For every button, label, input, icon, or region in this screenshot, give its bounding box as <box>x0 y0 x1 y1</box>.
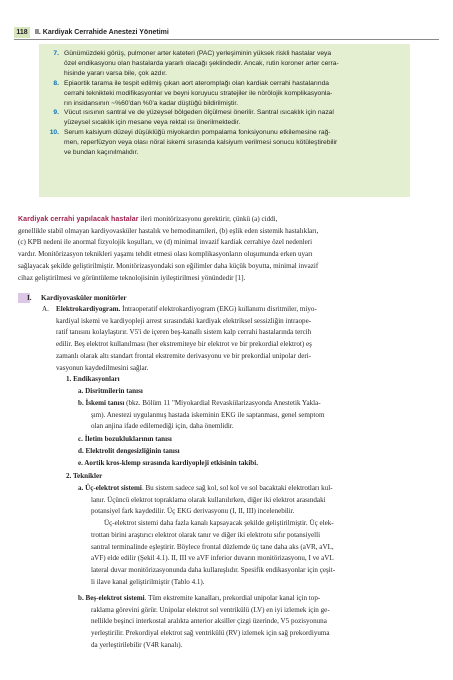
technique-a-label: a. Üç-elektrot sistemi <box>78 484 142 492</box>
page-number: 118 <box>14 27 30 38</box>
box-item-number: 8. <box>53 79 59 87</box>
box-item-line: Epiaortik tarama ile tespit edilmiş çıkan aort ateromplağı olan kardiak cerrahi hastalarında <box>64 79 330 87</box>
box-item-line: özel endikasyonu olan hastalarda yararlı olacağı şeklindedir. Ancak, rutin koroner arter cerra- <box>64 59 339 67</box>
indication-a: a. Disritmilerin tanısı <box>78 387 143 395</box>
box-item-line: Günümüzdeki görüş, pulmoner arter kateteri (PAC) yerleşiminin yüksek riskli hastalar veya <box>64 50 332 57</box>
indication-b-label: b. İskemi tanısı <box>78 399 125 407</box>
key-points-box <box>39 44 410 197</box>
section-heading <box>0 292 453 304</box>
box-item <box>45 108 402 128</box>
intro-line: sağlayacak şekilde geliştirilmiştir. Monitörizasyondaki son eğilimler daha küçük boyutta, minimal invazif <box>18 261 319 270</box>
technique-a-para2-line: aVF) elde edilir (Şekil 4.1). II, III ve aVF inferior duvarın monitörizasyonu, I ve aVL <box>91 554 334 563</box>
ekg-line: vasyonun kaydedilmesini sağlar. <box>56 363 149 372</box>
technique-a-para2-line: Üç-elektrot sistemi daha fazla kanalı kapsayacak şekilde geliştirilmiştir. Üç elek- <box>104 519 334 528</box>
intro-paragraph <box>18 214 430 284</box>
box-item-text <box>64 79 402 109</box>
box-item <box>45 49 402 79</box>
chapter-title: II. Kardiyak Cerrahide Anestezi Yönetimi <box>35 29 169 36</box>
intro-line-1: Kardiyak cerrahi yapılacak hastalar ileri monitörizasyonu gerektirir, çünkü (a) ciddi, <box>18 215 278 223</box>
technique-b-label: b. Beş-elektrot sistemi <box>78 594 145 602</box>
ekg-line: edilir. Beş elektrot kullanılması (her ekstremiteye bir elektrot ve bir prekordial elektrot) eş <box>56 340 312 349</box>
box-item <box>45 128 402 158</box>
ekg-line: kardiyal iskemi ve kardiyopleji arrest sırasındaki kardiyak elektriksel sessizliğin intraope- <box>56 316 312 325</box>
technique-b-line: raklama görevini görür. Unipolar elektrot sol ventrikülü (LV) en iyi izlemek için ge- <box>91 605 330 614</box>
box-item-number: 9. <box>53 109 59 117</box>
box-item-line: ve bundan kaçınılmalıdır. <box>64 149 139 157</box>
technique-a-line: potansiyel fark kaydedilir. Üç EKG derivasyonu (I, II, III) incelenebilir. <box>91 507 295 516</box>
indication-b: b. İskemi tanısı (bkz. Bölüm 11 "Miyokardial Revaskülarizasyonda Anestetik Yakla- şım). Anestezi uygulanmış hastada iskeminin EKG ile saptanması, genel semptom olan anjina ifade edilemediği için, daha önemlidir. <box>78 398 324 433</box>
technique-b-line: yerleştirilir. Prekordiyal elektrot sağ ventrikülü (RV) izlemek için sağ prekordiyuma <box>91 629 330 638</box>
technique-a-para2-line: li ilave kanal geliştirilmiştir (Tablo 4.1). <box>91 577 205 586</box>
ekg-title: Elektrokardiyogram. <box>56 305 121 313</box>
box-item-number: 10. <box>49 129 59 137</box>
section-number: I. <box>27 294 32 302</box>
ekg-line: zamanlı olarak altı standart frontal ekstremite derivasyonu ve bir prekordial unipolar deri- <box>56 351 312 360</box>
box-item-text <box>64 108 402 128</box>
technique-a-line: lanır. Üçüncü elektrot topraklama olarak kullanılırken, diğer iki elektrot arasındaki <box>91 495 326 504</box>
technique-b-line: da yerleştirilebilir (V4R kanalı). <box>91 640 183 649</box>
technique-b: b. Beş-elektrot sistemi. Tüm ekstremite kanalları, prekordial unipolar kanal için top- raklama görevini görür. Unipolar elektrot sol ventrikülü (LV) en iyi izlemek için ge- nellikle beşinci interkostal aralıkta anterior aksiller çizgi üzerinde, V5 pozisyonuna yerleştirilir. Prekordiyal elektrot sağ ventrikülü (RV) izlemek için sağ prekordiyuma da yerleştirilebilir (V4R kanalı). <box>78 593 330 652</box>
technique-a: a. Üç-elektrot sistemi. Bu sistem sadece sağ kol, sol kol ve sol bacaktaki elektrotları kul- lanır. Üçüncü elektrot topraklama olarak kullanılırken, diğer iki elektrot arasındaki potansiyel fark kaydedilir. Üç EKG derivasyonu (I, II, III) incelenebilir. Üç-elektrot sistemi daha fazla kanalı kapsayacak şekilde geliştirilmiştir. Üç elek- trottan birini araştırıcı elektrot olarak tanır ve diğer iki elektrotu sıfır potansiyelli santral terminalinde eşleştirir. Böylece frontal düzlemde üç tane daha aks (aVR, aVL, aVF) elde edilir (Şekil 4.1). II, III ve aVF inferior duvarın monitörizasyonu, I ve aVL lateral duvar monitörizasyonunda daha kullanışlıdır. Spesifik endikasyonlar için çeşit- li ilave kanal geliştirilmiştir (Tablo 4.1). <box>78 483 335 588</box>
ekg-paragraph <box>56 304 317 374</box>
indication-d: d. Elektrolit dengesizliğinin tanısı <box>78 447 180 455</box>
box-item-line: Serum kalsiyum düzeyi düşüklüğü miyokardın pompalama fonksiyonunu etkilemesine rağ- <box>64 129 331 137</box>
intro-lead: Kardiyak cerrahi yapılacak hastalar <box>18 216 139 223</box>
intro-line: vardır. Monitörizasyon teknikleri yaşamı tehdit etmesi olası komplikasyonların oluşumunda erken uyarı <box>18 250 313 259</box>
ekg-line-1: Elektrokardiyogram. İntraoperatif elektrokardiyogram (EKG) kullanımı disritmiler, miyo- <box>56 305 317 313</box>
header-rule <box>14 39 439 40</box>
ekg-line: ratif tanısını kolaylaştırır. V5'i de içeren beş-kanallı sistem kalp cerrahi hastalarında tercih <box>56 328 312 337</box>
box-item-line: men, reperfüzyon veya olası nöral iskemi sırasında kalsiyum verilmesi sonucu kötüleştirebilir <box>64 139 338 147</box>
indication-b-line: şım). Anestezi uygulanmış hastada iskeminin EKG ile saptanması, genel semptom <box>91 410 325 419</box>
indication-c: c. İletim bozukluklarının tanısı <box>78 435 172 443</box>
box-item-line: cerrahi teknikteki modifikasyonlar ve beyni koruyucu stratejiler ile nörölojik komplikasyonla- <box>64 89 333 97</box>
technique-a-para2-line: trottan birini araştırıcı elektrot olarak tanır ve diğer iki elektrotu sıfır potansiyelli <box>91 530 321 539</box>
page-header <box>0 26 453 38</box>
intro-line: (c) KPB nedeni ile anormal fizyolojik koşulları, ve (d) minimal invazif kardiak cerrahiye özel nedenleri <box>18 238 313 247</box>
box-item-line: hisinde yararı varsa bile, çok azdır. <box>64 69 167 77</box>
indication-b-line: olan anjina ifade edilemediği için, daha önemlidir. <box>91 422 234 431</box>
indication-e: e. Aortik kros-klemp sırasında kardiyopleji etkisinin takibi. <box>78 459 258 467</box>
techniques-heading: 2. Teknikler <box>66 472 103 480</box>
box-item-text <box>64 49 402 79</box>
intro-line: genellikle stabil olmayan kardiyovasküler hastalık ve hemodinamileri, (b) eşlik eden sistemik hastalıkları, <box>18 226 319 235</box>
technique-b-line: nellikle beşinci interkostal aralıkta anterior aksiller çizgi üzerinde, V5 pozisyonuna <box>91 617 327 626</box>
intro-line: cihaz geliştirilmesi ve görüntüleme teknolojisinin iyileştirilmesi yönündedir [1]. <box>18 273 246 282</box>
technique-a-para2-line: santral terminalinde eşleştirir. Böylece frontal düzlemde üç tane daha aks (aVR, aVL, <box>91 542 334 551</box>
box-item-line: Vücut ısısının santral ve de yüzeysel bölgeden ölçülmesi önerilir. Santral ısıcaklık için nazal <box>64 109 334 117</box>
technique-a-para2-line: lateral duvar monitörizasyonunda daha kullanışlıdır. Spesifik endikasyonlar için çeşit- <box>91 565 336 574</box>
ekg-letter: A. <box>42 305 49 313</box>
box-item-line: rın insidansının ~%60'dan %0'a kadar düştüğü bildirilmiştir. <box>64 99 239 107</box>
box-item-text <box>64 128 402 158</box>
section-title: Kardiyovasküler monitörler <box>41 294 127 302</box>
box-item-line: yüzeysel sıcaklık için mesane veya rektal ısı önerilmektedir. <box>64 119 241 127</box>
box-item <box>45 79 402 109</box>
box-item-number: 7. <box>53 50 59 57</box>
indications-heading: 1. Endikasyonları <box>66 375 120 383</box>
